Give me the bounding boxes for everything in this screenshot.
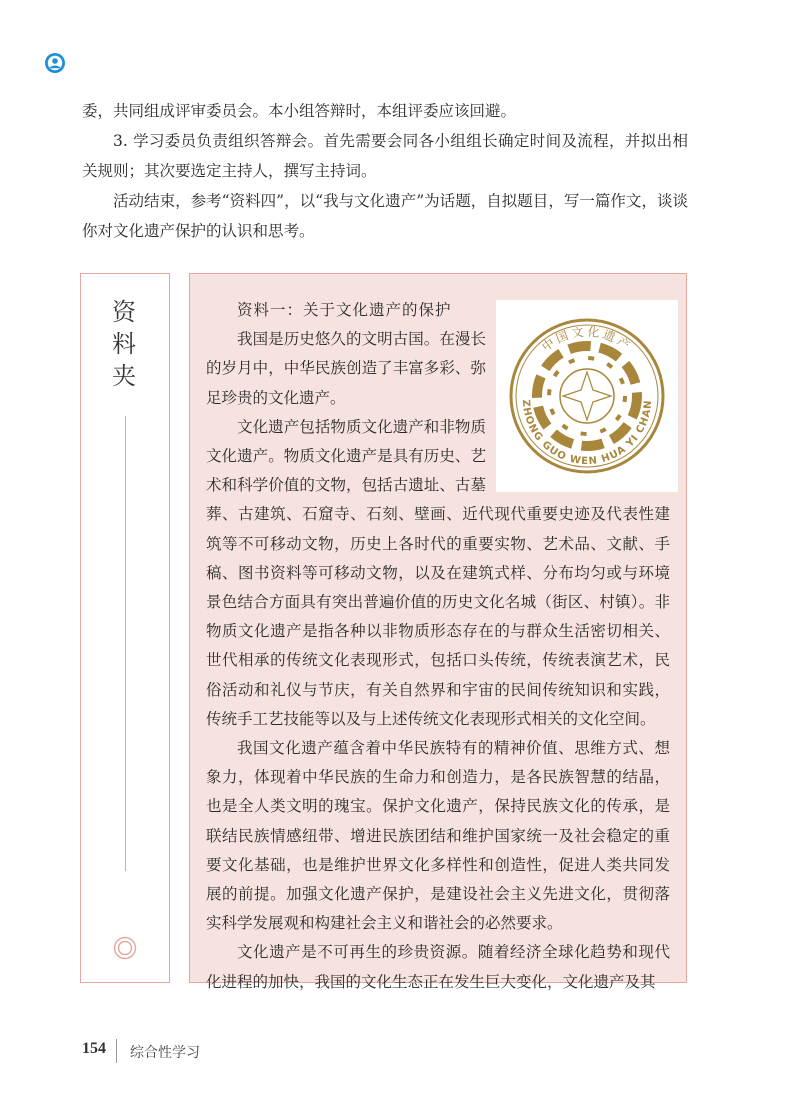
material-paragraph: 我国是历史悠久的文明古国。在漫长的岁月中，中华民族创造了丰富多彩、弥足珍贵的文化遗产。 [206, 330, 486, 407]
sidebar-title-char: 料 [112, 330, 138, 358]
material-heading: 资料一：关于文化遗产的保护 [237, 301, 452, 319]
logo-text-cn: 中国文化遗产 [539, 324, 635, 355]
footer-divider [116, 1039, 117, 1063]
section-name: 综合性学习 [130, 1045, 200, 1061]
sidebar-tab [80, 273, 170, 983]
material-paragraph: 文化遗产是不可再生的珍贵资源。随着经济全球化趋势和现代化进程的加快，我国的文化生态正在发生巨大变化，文化遗产及其 [206, 943, 670, 991]
material-panel [189, 273, 687, 991]
sidebar-title [81, 296, 169, 392]
page-number: 154 [82, 1040, 106, 1057]
material-paragraph: 文化遗产包括物质文化遗产和非物质文化遗产。物质文化遗产是具有历史、艺术和科学价值的文物，包括古遗址、古墓葬、古建筑、石窟寺、石刻、壁画、近代现代重要史迹及代表性建筑等不可移动文物，历史上各时代的重要实物、艺术品、文献、手稿、图书资料等可移动文物，以及在建筑式样、分布均匀或与环境景色结合方面具有突出普遍价值的历史文化名城（街区、村镇）。非物质文化遗产是指各种以非物质形态存在的与群众生活密切相关、世代相承的传统文化表现形式，包括口头传统，传统表演艺术，民俗活动和礼仪与节庆，有关自然界和宇宙的民间传统知识和实践，传统手工艺技能等以及与上述传统文化表现形式相关的文化空间。 [206, 417, 670, 728]
user-circle-icon [44, 52, 66, 74]
intro-line-1: 委，共同组成评审委员会。本小组答辩时，本组评委应该回避。 [82, 102, 517, 120]
sidebar-title-char: 资 [112, 298, 138, 326]
double-circle-icon [113, 936, 137, 960]
material-content [206, 296, 670, 997]
cultural-heritage-logo [496, 300, 678, 492]
intro-item-3: 3. 学习委员负责组织答辩会。首先需要会同各小组组长确定时间及流程，并拟出相关规则；其次要选定主持人，撰写主持词。 [82, 132, 688, 180]
intro-text [82, 96, 688, 246]
sidebar-divider [125, 416, 126, 871]
intro-assignment: 活动结束，参考“资料四”，以“我与文化遗产”为话题，自拟题目，写一篇作文，谈谈你对文化遗产保护的认识和思考。 [82, 192, 688, 240]
material-paragraph: 我国文化遗产蕴含着中华民族特有的精神价值、思维方式、想象力，体现着中华民族的生命力和创造力，是各民族智慧的结晶，也是全人类文明的瑰宝。保护文化遗产，保持民族文化的传承，是联结民族情感纽带、增进民族团结和维护国家统一及社会稳定的重要文化基础，也是维护世界文化多样性和创造性，促进人类共同发展的前提。加强文化遗产保护，是建设社会主义先进文化，贯彻落实科学发展观和构建社会主义和谐社会的必然要求。 [206, 739, 670, 933]
logo-text-en: ZHONG GUO WEN HUA YI CHAN [519, 399, 655, 468]
sidebar-title-char: 夹 [112, 362, 138, 390]
